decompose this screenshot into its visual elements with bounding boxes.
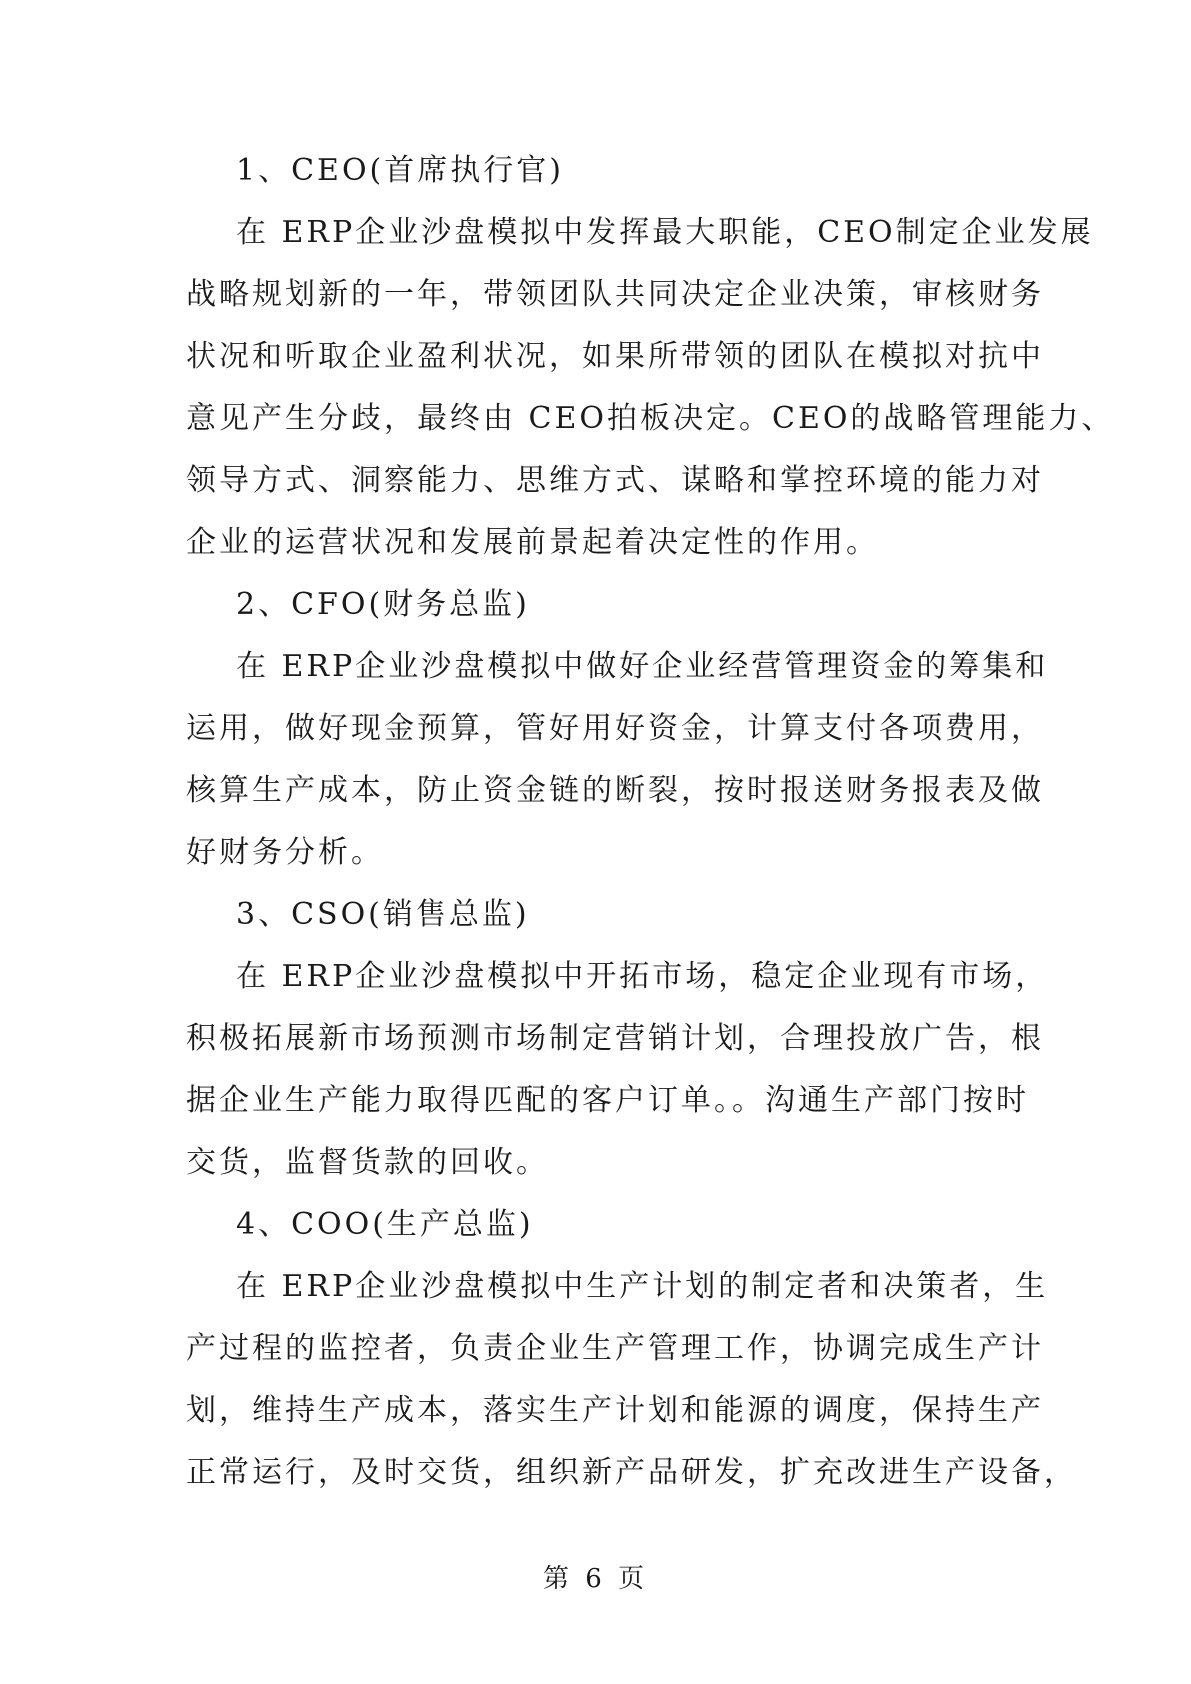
section-heading-coo: 4、COO(生产总监) xyxy=(236,1207,534,1242)
paragraph-line: 据企业生产能力取得匹配的客户订单。。沟通生产部门按时 xyxy=(186,1083,1029,1118)
paragraph-line: 领导方式、洞察能力、思维方式、谋略和掌控环境的能力对 xyxy=(186,463,1044,498)
paragraph-line: 积极拓展新市场预测市场制定营销计划，合理投放广告，根 xyxy=(186,1021,1044,1056)
paragraph-line: 企业的运营状况和发展前景起着决定性的作用。 xyxy=(186,525,879,560)
paragraph-line: 在 ERP企业沙盘模拟中生产计划的制定者和决策者，生 xyxy=(236,1269,1049,1304)
paragraph-line: 战略规划新的一年，带领团队共同决定企业决策，审核财务 xyxy=(186,277,1044,312)
paragraph-line: 运用，做好现金预算，管好用好资金，计算支付各项费用， xyxy=(186,711,1044,746)
section-heading-cfo: 2、CFO(财务总监) xyxy=(236,587,530,622)
paragraph-line: 正常运行，及时交货，组织新产品研发，扩充改进生产设备， xyxy=(186,1455,1077,1490)
paragraph-line: 核算生产成本，防止资金链的断裂，按时报送财务报表及做 xyxy=(186,773,1044,808)
paragraph-line: 在 ERP企业沙盘模拟中做好企业经营管理资金的筹集和 xyxy=(236,649,1049,684)
page-number: 第 6 页 xyxy=(542,1564,649,1594)
document-body xyxy=(186,140,1115,1504)
section-heading-ceo: 1、CEO(首席执行官) xyxy=(236,153,564,188)
section-heading-cso: 3、CSO(销售总监) xyxy=(236,897,530,932)
paragraph-line: 在 ERP企业沙盘模拟中发挥最大职能，CEO制定企业发展 xyxy=(236,215,1094,250)
paragraph-line: 划，维持生产成本，落实生产计划和能源的调度，保持生产 xyxy=(186,1393,1044,1428)
paragraph-line: 状况和听取企业盈利状况，如果所带领的团队在模拟对抗中 xyxy=(186,339,1044,374)
paragraph-line: 意见产生分歧，最终由 CEO拍板决定。CEO的战略管理能力、 xyxy=(186,401,1115,436)
paragraph-line: 产过程的监控者，负责企业生产管理工作，协调完成生产计 xyxy=(186,1331,1044,1366)
paragraph-line: 好财务分析。 xyxy=(186,835,384,870)
paragraph-line: 在 ERP企业沙盘模拟中开拓市场，稳定企业现有市场， xyxy=(236,959,1049,994)
paragraph-line: 交货，监督货款的回收。 xyxy=(186,1145,549,1180)
